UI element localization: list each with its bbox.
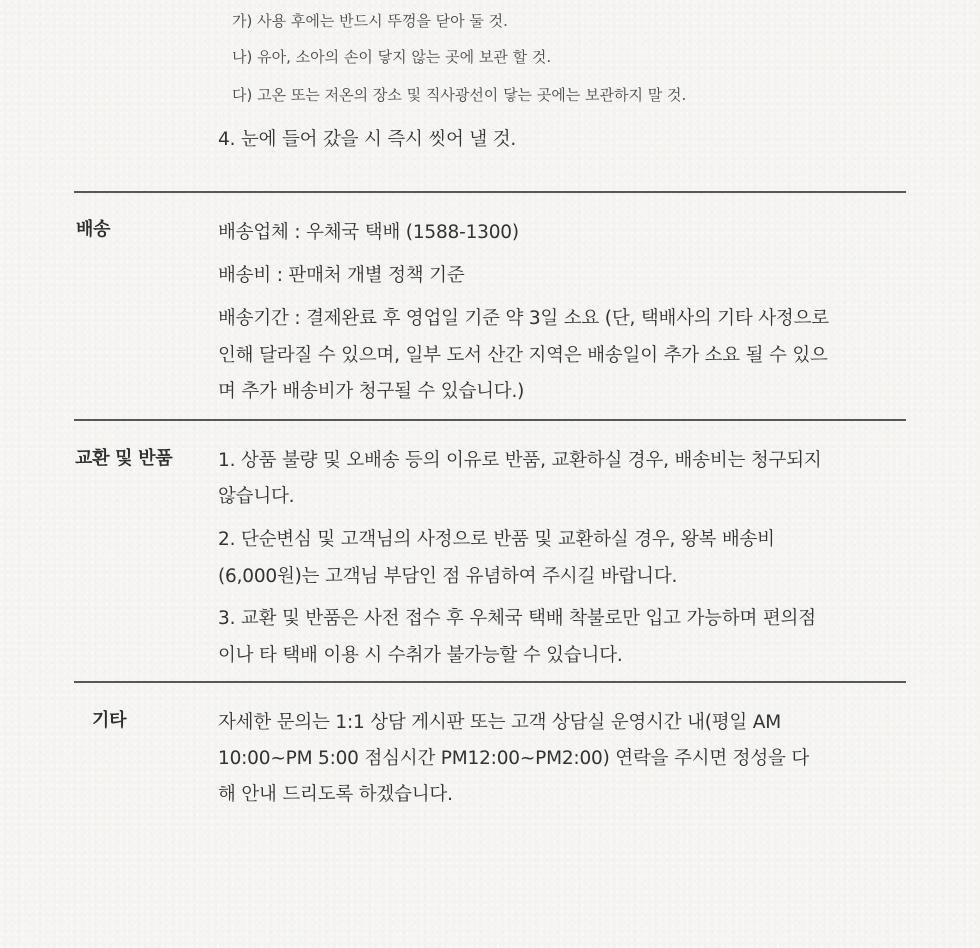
section-divider <box>74 419 906 421</box>
returns-item-3: 3. 교환 및 반품은 사전 접수 후 우체국 택배 착불로만 입고 가능하며 편의점 <box>218 608 816 629</box>
returns-label: 교환 및 반품 <box>75 448 173 469</box>
etc-line: 자세한 문의는 1:1 상담 게시판 또는 고객 상담실 운영시간 내(평일 AM <box>218 712 781 733</box>
shipping-fee: 배송비 : 판매처 개별 정책 기준 <box>218 265 465 286</box>
returns-item-3-cont: 이나 타 택배 이용 시 수취가 불가능할 수 있습니다. <box>218 645 623 666</box>
returns-item-2-cont: (6,000원)는 고객님 부담인 점 유념하여 주시길 바랍니다. <box>218 566 678 587</box>
caution-sub-item: 다) 고온 또는 저온의 장소 및 직사광선이 닿는 곳에는 보관하지 말 것. <box>232 86 687 104</box>
caution-sub-item: 가) 사용 후에는 반드시 뚜껑을 닫아 둘 것. <box>232 12 508 30</box>
etc-line: 해 안내 드리도록 하겠습니다. <box>218 784 453 805</box>
section-divider <box>74 681 906 683</box>
returns-item-1: 1. 상품 불량 및 오배송 등의 이유로 반품, 교환하실 경우, 배송비는 청구되지 <box>218 450 822 471</box>
shipping-period: 배송기간 : 결제완료 후 영업일 기준 약 3일 소요 (단, 택배사의 기타 사정으로 <box>218 308 829 329</box>
shipping-company: 배송업체 : 우체국 택배 (1588-1300) <box>218 222 519 243</box>
shipping-label: 배송 <box>76 219 111 240</box>
caution-item-4: 4. 눈에 들어 갔을 시 즉시 씻어 낼 것. <box>218 129 517 150</box>
caution-sub-item: 나) 유아, 소아의 손이 닿지 않는 곳에 보관 할 것. <box>232 48 552 66</box>
etc-line: 10:00~PM 5:00 점심시간 PM12:00~PM2:00) 연락을 주시면 정성을 다 <box>218 748 810 769</box>
returns-item-1-cont: 않습니다. <box>218 486 295 507</box>
section-divider <box>74 191 906 193</box>
shipping-period-cont: 인해 달라질 수 있으며, 일부 도서 산간 지역은 배송일이 추가 소요 될 수 있으 <box>218 345 828 366</box>
shipping-period-cont: 며 추가 배송비가 청구될 수 있습니다.) <box>218 381 525 402</box>
returns-item-2: 2. 단순변심 및 고객님의 사정으로 반품 및 교환하실 경우, 왕복 배송비 <box>218 529 775 550</box>
etc-label: 기타 <box>92 710 127 731</box>
